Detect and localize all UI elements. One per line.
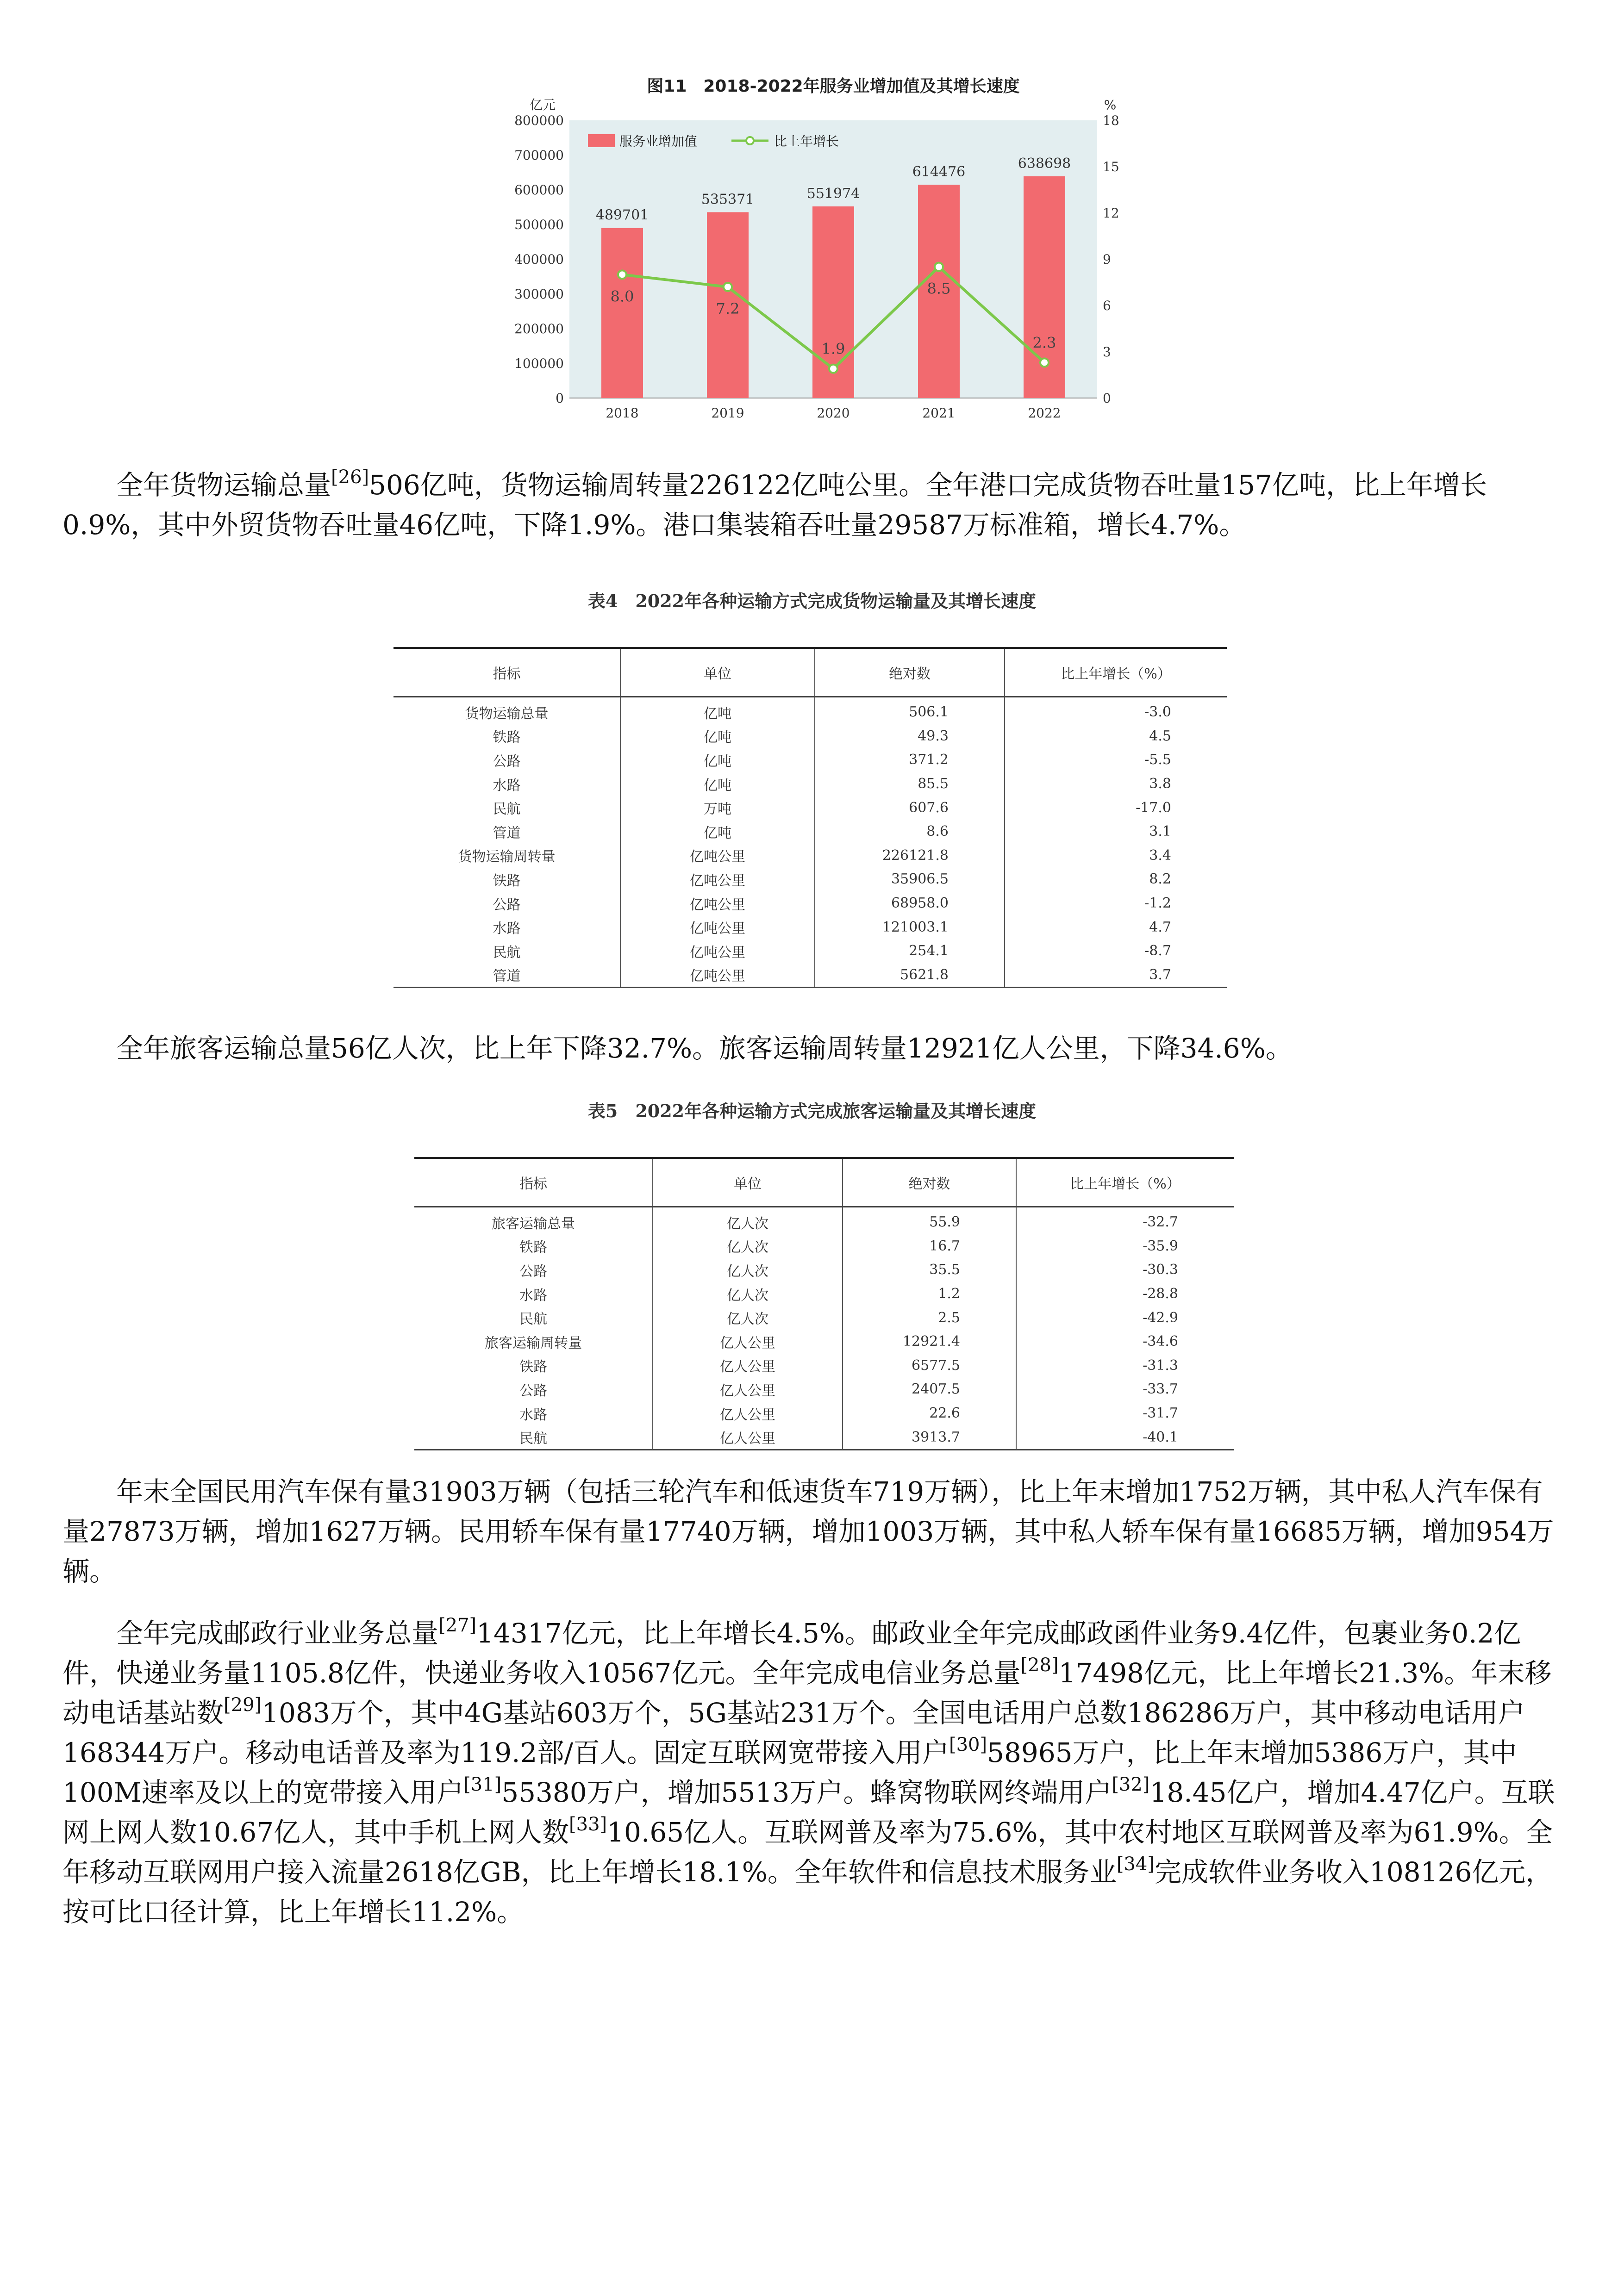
table-cell: 民航 bbox=[519, 1311, 547, 1328]
para4-text-2: 14317亿元，比上年增长4.5%。邮政业全年完成邮政函件业务9.4亿件，包裹业务0.2亿件，快递业务量1105.8亿件，快递业务收入10567亿元。全年完成电信业务总量 bbox=[62, 1618, 1521, 1689]
footnote-ref-26[interactable]: [26] bbox=[331, 467, 369, 488]
table-cell: 亿人公里 bbox=[653, 1330, 843, 1354]
table-cell: 公路 bbox=[493, 753, 521, 770]
table-cell: -35.9 bbox=[1016, 1234, 1234, 1258]
right-tick-label: 9 bbox=[1103, 252, 1111, 267]
table-cell: 亿吨 bbox=[620, 748, 815, 772]
table-row bbox=[414, 1377, 1234, 1401]
table-cell: 亿吨公里 bbox=[620, 844, 815, 868]
growth-value-label: 2.3 bbox=[1032, 334, 1056, 352]
table5-title: 表5 2022年各种运输方式完成旅客运输量及其增长速度 bbox=[587, 1101, 1037, 1121]
table-cell: 铁路 bbox=[493, 872, 521, 889]
table-cell: 旅客运输总量 bbox=[492, 1215, 575, 1232]
table-cell: 亿人次 bbox=[653, 1234, 843, 1258]
table-cell: 公路 bbox=[493, 896, 521, 913]
table-cell: 亿人公里 bbox=[653, 1354, 843, 1378]
chart-svg bbox=[500, 69, 1167, 430]
column-header: 绝对数 bbox=[815, 648, 1005, 697]
table-cell: -32.7 bbox=[1016, 1207, 1234, 1234]
table-cell: 1.2 bbox=[843, 1282, 1016, 1306]
growth-point bbox=[829, 365, 837, 373]
growth-value-label: 8.5 bbox=[927, 280, 951, 298]
left-tick-label: 600000 bbox=[514, 182, 564, 198]
footnote-ref-27[interactable]: [27] bbox=[438, 1615, 477, 1636]
x-tick-label: 2020 bbox=[817, 405, 850, 421]
footnote-ref-34[interactable]: [34] bbox=[1116, 1854, 1155, 1875]
bar-value-label: 614476 bbox=[912, 164, 966, 180]
left-tick-label: 700000 bbox=[514, 148, 564, 163]
table-row bbox=[394, 697, 1227, 724]
table-cell: 8.6 bbox=[815, 820, 1005, 844]
bar-value-label: 638698 bbox=[1018, 155, 1071, 172]
figure-11-chart bbox=[500, 69, 1167, 430]
growth-point bbox=[618, 270, 626, 279]
table-cell: 亿人公里 bbox=[653, 1377, 843, 1401]
para4-text-8: 10.65亿人。互联网普及率为75.6%，其中农村地区互联网普及率为61.9%。全年移动互联网用户接入流量2618亿GB，比上年增长18.1%。全年软件和信息技术服务业 bbox=[62, 1817, 1553, 1888]
table-cell: 水路 bbox=[519, 1406, 547, 1423]
x-tick-label: 2018 bbox=[606, 405, 639, 421]
table-cell: 3.4 bbox=[1005, 844, 1227, 868]
right-tick-label: 12 bbox=[1103, 205, 1119, 221]
freight-transport-table bbox=[394, 647, 1227, 988]
table-cell: 民航 bbox=[414, 1425, 653, 1450]
table-row bbox=[394, 748, 1227, 772]
table-cell: 22.6 bbox=[843, 1401, 1016, 1425]
table-cell: -3.0 bbox=[1005, 697, 1227, 724]
table-cell: 亿人公里 bbox=[653, 1401, 843, 1425]
table-cell: 35906.5 bbox=[815, 867, 1005, 891]
table-cell: 2407.5 bbox=[843, 1377, 1016, 1401]
table-cell: 亿人公里 bbox=[653, 1425, 843, 1450]
right-tick-label: 3 bbox=[1103, 344, 1111, 360]
table-row bbox=[414, 1282, 1234, 1306]
left-tick-label: 500000 bbox=[514, 217, 564, 232]
table-cell: 亿人次 bbox=[653, 1258, 843, 1282]
paragraph-vehicles: 年末全国民用汽车保有量31903万辆（包括三轮汽车和低速货车719万辆），比上年末增加1752万辆，其中私人汽车保有量27873万辆，增加1627万辆。民用轿车保有量17740万辆，增加1003万辆，其中私人轿车保有量16685万辆，增加954万辆。 bbox=[62, 1476, 1554, 1587]
table-row bbox=[394, 915, 1227, 939]
table-header-row bbox=[394, 648, 1227, 697]
table-cell: 水路 bbox=[493, 777, 521, 794]
table-row bbox=[414, 1234, 1234, 1258]
para4-text-5: 58965万户，比上年末增加5386万户，其中100M速率及以上的宽带接入用户 bbox=[62, 1737, 1517, 1808]
table-row bbox=[394, 939, 1227, 963]
growth-value-label: 8.0 bbox=[610, 287, 634, 305]
table-cell: 水路 bbox=[519, 1287, 547, 1304]
x-tick-label: 2021 bbox=[922, 405, 956, 421]
footnote-ref-28[interactable]: [28] bbox=[1020, 1655, 1059, 1676]
table-cell: 16.7 bbox=[843, 1234, 1016, 1258]
left-tick-label: 300000 bbox=[514, 286, 564, 302]
para4-text-4: 1083万个，其中4G基站603万个，5G基站231万个。全国电话用户总数186286万户，其中移动电话用户168344万户。移动电话普及率为119.2部/百人。固定互联网宽带接入用户 bbox=[62, 1697, 1525, 1768]
table-cell: 55.9 bbox=[843, 1207, 1016, 1234]
table-cell: 公路 bbox=[519, 1263, 547, 1280]
table-row bbox=[394, 963, 1227, 988]
left-tick-label: 800000 bbox=[514, 113, 564, 128]
table-cell: -33.7 bbox=[1016, 1377, 1234, 1401]
table-row bbox=[394, 724, 1227, 748]
table-cell: 民航 bbox=[493, 944, 521, 961]
table-cell: 6577.5 bbox=[843, 1354, 1016, 1378]
table-cell: 亿人次 bbox=[653, 1306, 843, 1330]
table-cell: -31.3 bbox=[1016, 1354, 1234, 1378]
table-row bbox=[394, 867, 1227, 891]
table-cell: 亿吨公里 bbox=[620, 891, 815, 915]
table-cell: 506.1 bbox=[815, 697, 1005, 724]
table-cell: 铁路 bbox=[519, 1239, 547, 1256]
table-cell: 4.7 bbox=[1005, 915, 1227, 939]
growth-point bbox=[1040, 358, 1049, 367]
paragraph-passenger-transport: 全年旅客运输总量56亿人次，比上年下降32.7%。旅客运输周转量12921亿人公里，下降34.6%。 bbox=[116, 1033, 1293, 1064]
table-cell: 亿人次 bbox=[653, 1207, 843, 1234]
table-cell: -30.3 bbox=[1016, 1258, 1234, 1282]
footnote-ref-29[interactable]: [29] bbox=[224, 1694, 262, 1716]
left-axis-unit: 亿元 bbox=[529, 97, 556, 112]
footnote-ref-31[interactable]: [31] bbox=[463, 1774, 502, 1795]
table-cell: 亿吨公里 bbox=[620, 915, 815, 939]
table-row bbox=[394, 844, 1227, 868]
column-header: 绝对数 bbox=[843, 1158, 1016, 1207]
table-cell: 亿人次 bbox=[653, 1282, 843, 1306]
table-cell: 8.2 bbox=[1005, 867, 1227, 891]
table-cell: 亿吨 bbox=[620, 697, 815, 724]
legend-bar-label: 服务业增加值 bbox=[619, 134, 698, 149]
table-row bbox=[414, 1354, 1234, 1378]
growth-value-label: 1.9 bbox=[821, 340, 845, 358]
table-cell: 121003.1 bbox=[815, 915, 1005, 939]
paragraph-freight-transport bbox=[62, 465, 1562, 545]
table-cell: 民航 bbox=[493, 801, 521, 818]
table-row bbox=[414, 1258, 1234, 1282]
table-row bbox=[414, 1306, 1234, 1330]
table-cell: 亿吨 bbox=[620, 772, 815, 796]
table-cell: 35.5 bbox=[843, 1258, 1016, 1282]
table-cell: -42.9 bbox=[1016, 1306, 1234, 1330]
table-cell: 12921.4 bbox=[843, 1330, 1016, 1354]
right-tick-label: 6 bbox=[1103, 298, 1111, 313]
column-header: 单位 bbox=[653, 1158, 843, 1207]
table-row bbox=[414, 1425, 1234, 1450]
table-cell: 3913.7 bbox=[843, 1425, 1016, 1450]
column-header: 指标 bbox=[394, 648, 620, 697]
footnote-ref-32[interactable]: [32] bbox=[1112, 1774, 1150, 1795]
table-cell: 货物运输总量 bbox=[465, 705, 549, 722]
table-cell: 3.8 bbox=[1005, 772, 1227, 796]
table-cell: 2.5 bbox=[843, 1306, 1016, 1330]
table-cell: -34.6 bbox=[1016, 1330, 1234, 1354]
passenger-transport-table bbox=[414, 1157, 1234, 1450]
table-row bbox=[414, 1330, 1234, 1354]
growth-point bbox=[724, 283, 732, 291]
table-cell: 亿吨公里 bbox=[620, 867, 815, 891]
para4-text-7: 18.45亿户，增加4.47亿户。互联网上网人数10.67亿人，其中手机上网人数 bbox=[62, 1777, 1555, 1848]
table-cell: -8.7 bbox=[1005, 939, 1227, 963]
legend-bar-swatch bbox=[588, 134, 615, 147]
bar-value-label: 489701 bbox=[595, 207, 649, 224]
left-tick-label: 400000 bbox=[514, 252, 564, 267]
footnote-ref-30[interactable]: [30] bbox=[949, 1734, 987, 1755]
table-cell: 3.1 bbox=[1005, 820, 1227, 844]
x-tick-label: 2019 bbox=[711, 405, 744, 421]
growth-point bbox=[935, 263, 943, 271]
chart-title: 图11 2018-2022年服务业增加值及其增长速度 bbox=[647, 77, 1020, 96]
table-cell: 水路 bbox=[493, 921, 521, 937]
table-cell: 公路 bbox=[519, 1382, 547, 1399]
table4-title: 表4 2022年各种运输方式完成货物运输量及其增长速度 bbox=[587, 591, 1037, 611]
left-tick-label: 200000 bbox=[514, 321, 564, 336]
para4-text-3: 17498亿元，比上年增长21.3%。年末移动电话基站数 bbox=[62, 1657, 1552, 1729]
table-cell: -1.2 bbox=[1005, 891, 1227, 915]
table-cell: 亿吨公里 bbox=[620, 963, 815, 988]
table-cell: 亿吨 bbox=[620, 820, 815, 844]
table-cell: 铁路 bbox=[493, 729, 521, 746]
para1-text-a: 全年货物运输总量 bbox=[116, 469, 331, 501]
right-tick-label: 15 bbox=[1103, 159, 1119, 174]
table-cell: 货物运输周转量 bbox=[458, 849, 556, 865]
table-header-row bbox=[414, 1158, 1234, 1207]
growth-value-label: 7.2 bbox=[716, 300, 740, 317]
column-header: 比上年增长（%） bbox=[1016, 1158, 1234, 1207]
paragraph-postal-telecom bbox=[62, 1613, 1562, 1932]
bar bbox=[601, 228, 643, 398]
table-row bbox=[394, 772, 1227, 796]
para4-text-6: 55380万户，增加5513万户。蜂窝物联网终端用户 bbox=[501, 1777, 1112, 1808]
table-cell: 铁路 bbox=[519, 1359, 547, 1375]
table-cell: 管道 bbox=[394, 963, 620, 988]
table-cell: -31.7 bbox=[1016, 1401, 1234, 1425]
table-cell: 49.3 bbox=[815, 724, 1005, 748]
x-tick-label: 2022 bbox=[1028, 405, 1061, 421]
table-row bbox=[394, 796, 1227, 820]
table-cell: 5621.8 bbox=[815, 963, 1005, 988]
table-row bbox=[414, 1401, 1234, 1425]
table-cell: -17.0 bbox=[1005, 796, 1227, 820]
column-header: 单位 bbox=[620, 648, 815, 697]
table-cell: 68958.0 bbox=[815, 891, 1005, 915]
table-cell: 亿吨公里 bbox=[620, 939, 815, 963]
bar-value-label: 535371 bbox=[701, 191, 755, 208]
para4-text-1: 全年完成邮政行业业务总量 bbox=[116, 1618, 439, 1649]
legend-line-marker bbox=[746, 137, 754, 144]
left-tick-label: 100000 bbox=[514, 356, 564, 371]
left-tick-label: 0 bbox=[556, 391, 564, 406]
right-tick-label: 0 bbox=[1103, 391, 1111, 406]
table-cell: -40.1 bbox=[1016, 1425, 1234, 1450]
table-cell: 254.1 bbox=[815, 939, 1005, 963]
table-cell: 4.5 bbox=[1005, 724, 1227, 748]
table-cell: -5.5 bbox=[1005, 748, 1227, 772]
legend-line-label: 比上年增长 bbox=[774, 134, 839, 149]
para1-text-b: 506亿吨，货物运输周转量226122亿吨公里。全年港口完成货物吞吐量157亿吨，比上年增长0.9%，其中外贸货物吞吐量46亿吨，下降1.9%。港口集装箱吞吐量29587万标准箱，增长4.7%。 bbox=[62, 469, 1487, 541]
table-cell: 万吨 bbox=[620, 796, 815, 820]
table-cell: 3.7 bbox=[1005, 963, 1227, 988]
table-cell: 85.5 bbox=[815, 772, 1005, 796]
table-row bbox=[414, 1207, 1234, 1234]
right-axis-unit: % bbox=[1104, 97, 1117, 112]
table-cell: 亿吨 bbox=[620, 724, 815, 748]
bar-value-label: 551974 bbox=[806, 186, 860, 202]
footnote-ref-33[interactable]: [33] bbox=[569, 1814, 607, 1835]
table-cell: 旅客运输周转量 bbox=[485, 1335, 582, 1351]
column-header: 指标 bbox=[414, 1158, 653, 1207]
table-cell: 226121.8 bbox=[815, 844, 1005, 868]
para4-text-9: 完成软件业务收入108126亿元，按可比口径计算，比上年增长11.2%。 bbox=[62, 1856, 1553, 1928]
right-tick-label: 18 bbox=[1103, 113, 1119, 128]
table-cell: -28.8 bbox=[1016, 1282, 1234, 1306]
table-row bbox=[394, 820, 1227, 844]
column-header: 比上年增长（%） bbox=[1005, 648, 1227, 697]
table-cell: 管道 bbox=[493, 825, 521, 841]
table-cell: 607.6 bbox=[815, 796, 1005, 820]
table-cell: 371.2 bbox=[815, 748, 1005, 772]
table-row bbox=[394, 891, 1227, 915]
